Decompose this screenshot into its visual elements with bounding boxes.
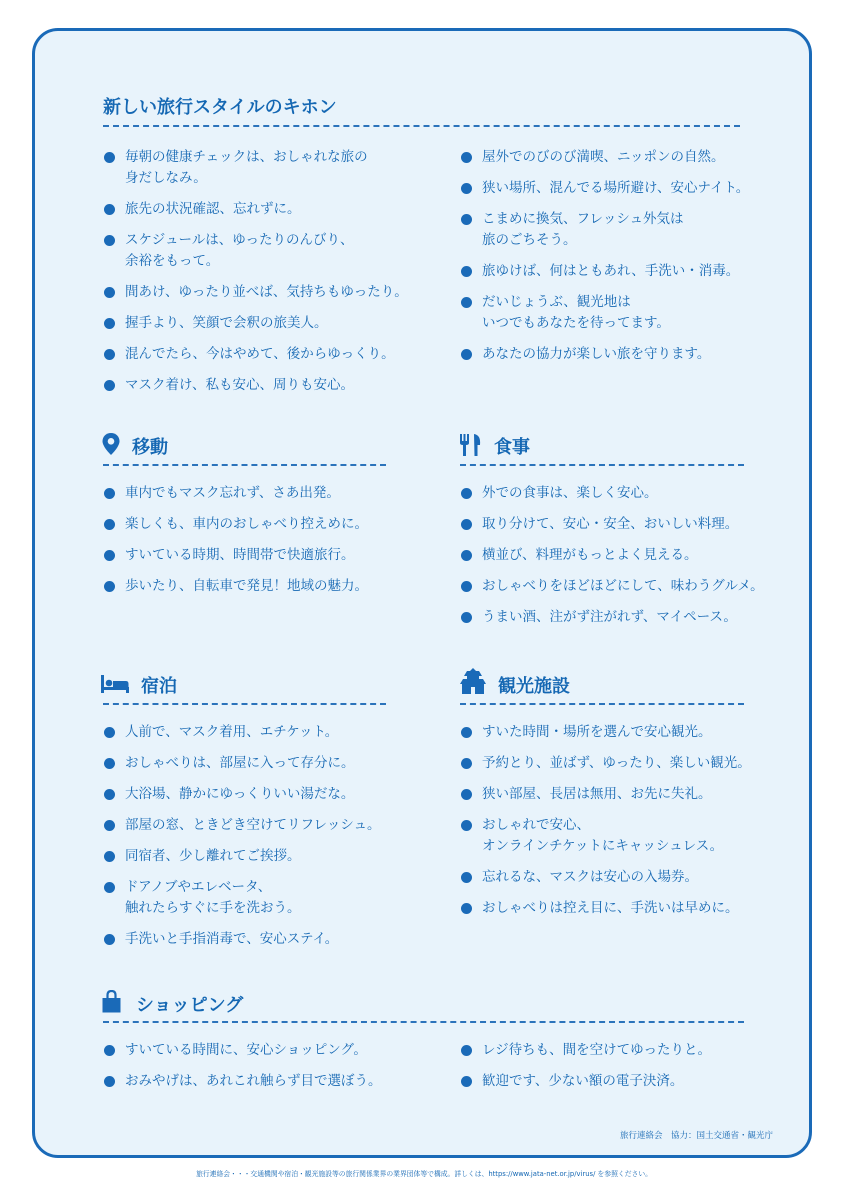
list-item: おみやげは、あれこれ触らず目で選ぼう。 [103, 1071, 382, 1092]
shukuhaku-divider [103, 703, 386, 705]
list-item: 人前で、マスク着用、エチケット。 [103, 722, 338, 743]
list-item: 外での食事は、楽しく安心。 [460, 483, 658, 504]
list-item: 歩いたり、自転車で発見！地域の魅力。 [103, 576, 368, 597]
list-item: 予約とり、並ばず、ゆったり、楽しい観光。 [460, 753, 751, 774]
list-item: 間あけ、ゆったり並べば、気持ちもゆったり。 [103, 282, 408, 303]
list-item: だいじょうぶ、観光地は いつでもあなたを待ってます。 [460, 292, 670, 334]
castle-icon [459, 668, 487, 694]
list-item: 部屋の窓、ときどき空けてリフレッシュ。 [103, 815, 381, 836]
list-item: 旅先の状況確認、忘れずに。 [103, 199, 301, 220]
location-pin-icon [102, 433, 120, 455]
main-divider [103, 125, 740, 127]
section-title-idou: 移動 [132, 437, 168, 458]
shopping-bag-icon [102, 990, 121, 1013]
list-item: 狭い場所、混んでる場所避け、安心ナイト。 [460, 178, 749, 199]
list-item: 握手より、笑顔で会釈の旅美人。 [103, 313, 328, 334]
list-item: 取り分けて、安心・安全、おいしい料理。 [460, 514, 738, 535]
list-item: 大浴場、静かにゆっくりいい湯だな。 [103, 784, 354, 805]
list-item: レジ待ちも、間を空けてゆったりと。 [460, 1040, 711, 1061]
credit-text: 旅行連絡会 協力：国土交通省・観光庁 [620, 1131, 774, 1141]
list-item: おしゃべりは、部屋に入って存分に。 [103, 753, 355, 774]
list-item: 同宿者、少し離れてご挨拶。 [103, 846, 301, 867]
list-item: 毎朝の健康チェックは、おしゃれな旅の 身だしなみ。 [103, 147, 368, 189]
list-item: 混んでたら、今はやめて、後からゆっくり。 [103, 344, 395, 365]
list-item: おしゃべりをほどほどにして、味わうグルメ。 [460, 576, 764, 597]
bed-icon [101, 674, 129, 694]
list-item: 楽しくも、車内のおしゃべり控えめに。 [103, 514, 368, 535]
list-item: スケジュールは、ゆったりのんびり、 余裕をもって。 [103, 230, 354, 272]
list-item: 旅ゆけば、何はともあれ、手洗い・消毒。 [460, 261, 739, 282]
list-item: 手洗いと手指消毒で、安心ステイ。 [103, 929, 338, 950]
list-item: おしゃれで安心、 オンラインチケットにキャッシュレス。 [460, 815, 723, 857]
list-item: うまい酒、注がず注がれず、マイペース。 [460, 607, 737, 628]
list-item: 横並び、料理がもっとよく見える。 [460, 545, 697, 566]
list-item: 忘れるな、マスクは安心の入場券。 [460, 867, 698, 888]
fork-knife-icon [459, 433, 483, 457]
section-title-kanko: 観光施設 [498, 676, 570, 697]
main-title: 新しい旅行スタイルのキホン [103, 97, 337, 118]
list-item: すいた時間・場所を選んで安心観光。 [460, 722, 712, 743]
list-item: 狭い部屋、長居は無用、お先に失礼。 [460, 784, 712, 805]
list-item: ドアノブやエレベータ、 触れたらすぐに手を洗おう。 [103, 877, 301, 919]
list-item: マスク着け、私も安心、周りも安心。 [103, 375, 354, 396]
section-title-shokuji: 食事 [494, 437, 530, 458]
shopping-divider [103, 1021, 744, 1023]
idou-divider [103, 464, 386, 466]
list-item: すいている時期、時間帯で快適旅行。 [103, 545, 355, 566]
list-item: 歓迎です、少ない額の電子決済。 [460, 1071, 683, 1092]
kanko-divider [460, 703, 744, 705]
list-item: 車内でもマスク忘れず、さあ出発。 [103, 483, 340, 504]
footer-note: 旅行連絡会・・・交通機関や宿泊・観光施設等の旅行関係業界の業界団体等で構成。詳しくは、https://www.jata-net.or.jp/virus/ を参照ください。 [196, 1170, 652, 1178]
list-item: あなたの協力が楽しい旅を守ります。 [460, 344, 710, 365]
list-item: おしゃべりは控え目に、手洗いは早めに。 [460, 898, 739, 919]
shokuji-divider [460, 464, 744, 466]
section-title-shopping: ショッピング [136, 995, 244, 1016]
list-item: 屋外でのびのび満喫、ニッポンの自然。 [460, 147, 724, 168]
list-item: すいている時間に、安心ショッピング。 [103, 1040, 367, 1061]
list-item: こまめに換気、フレッシュ外気は 旅のごちそう。 [460, 209, 684, 251]
section-title-shukuhaku: 宿泊 [141, 676, 177, 697]
